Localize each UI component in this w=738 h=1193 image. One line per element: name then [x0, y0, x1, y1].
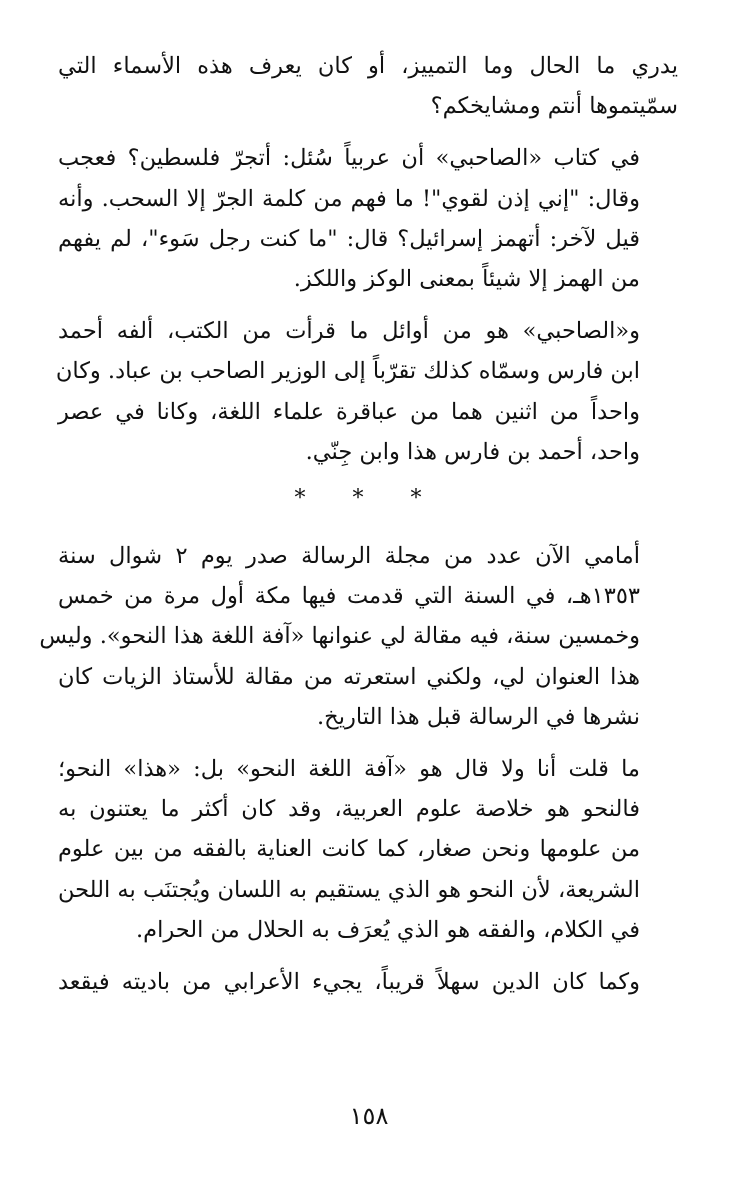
text-line: في الكلام، والفقه هو الذي يُعرَف به الحلال من الحرام. — [136, 916, 640, 943]
text-line: سمّيتموها أنتم ومشايخكم؟ — [430, 93, 678, 120]
text-line: و«الصاحبي» هو من أوائل ما قرأت من الكتب، ألفه أحمد — [58, 318, 640, 345]
text-line: وقال: "إني إذن لقوي"! ما فهم من كلمة الجرّ إلا السحب. وأنه — [58, 185, 640, 212]
text-line: هذا العنوان لي، ولكني استعرته من مقالة للأستاذ الزيات كان — [58, 663, 640, 690]
text-line: وخمسين سنة، فيه مقالة لي عنوانها «آفة اللغة هذا النحو». وليس — [39, 623, 640, 650]
text-line: واحد، أحمد بن فارس هذا وابن جِنّي. — [305, 438, 640, 465]
text-line: أمامي الآن عدد من مجلة الرسالة صدر يوم ٢ شوال سنة — [58, 543, 640, 570]
text-line: الشريعة، لأن النحو هو الذي يستقيم به اللسان ويُجتنَب به اللحن — [58, 876, 640, 903]
paragraph-3 — [55, 311, 678, 472]
text-line: في كتاب «الصاحبي» أن عربياً سُئل: أتجرّ فلسطين؟ فعجب — [58, 145, 640, 172]
text-line: فالنحو هو خلاصة علوم العربية، وقد كان أكثر ما يعتنون به — [58, 796, 640, 823]
text-line: واحداً من اثنين هما من عباقرة علماء اللغة، وكانا في عصر — [58, 398, 640, 425]
page-body — [39, 46, 678, 1014]
text-line: نشرها في الرسالة قبل هذا التاريخ. — [317, 703, 640, 730]
section-separator: * * * — [294, 486, 442, 512]
text-line: من الهمز إلا شيئاً بمعنى الوكز واللكز. — [293, 266, 640, 293]
text-line: ابن فارس وسمّاه كذلك تقرّباً إلى الوزير الصاحب بن عباد. وكان — [55, 358, 640, 385]
page-number: ١٥٨ — [349, 1102, 389, 1130]
paragraph-4 — [39, 536, 678, 737]
text-line: من علومها ونحن صغار، كما كانت العناية بالفقه من بين علوم — [58, 836, 640, 863]
paragraph-6 — [58, 962, 678, 1002]
paragraph-2 — [58, 138, 678, 299]
text-line: ١٣٥٣هـ، في السنة التي قدمت فيها مكة أول مرة من خمس — [58, 583, 640, 610]
paragraph-5 — [58, 749, 678, 950]
text-line: ما قلت أنا ولا قال هو «آفة اللغة النحو» بل: «هذا» النحو؛ — [58, 756, 640, 783]
paragraph-1 — [58, 46, 678, 126]
text-line: وكما كان الدين سهلاً قريباً، يجيء الأعرابي من باديته فيقعد — [58, 969, 640, 996]
text-line: يدري ما الحال وما التمييز، أو كان يعرف هذه الأسماء التي — [58, 53, 678, 79]
text-line: قيل لآخر: أتهمز إسرائيل؟ قال: "ما كنت رجل سَوء"، لم يفهم — [58, 225, 640, 252]
